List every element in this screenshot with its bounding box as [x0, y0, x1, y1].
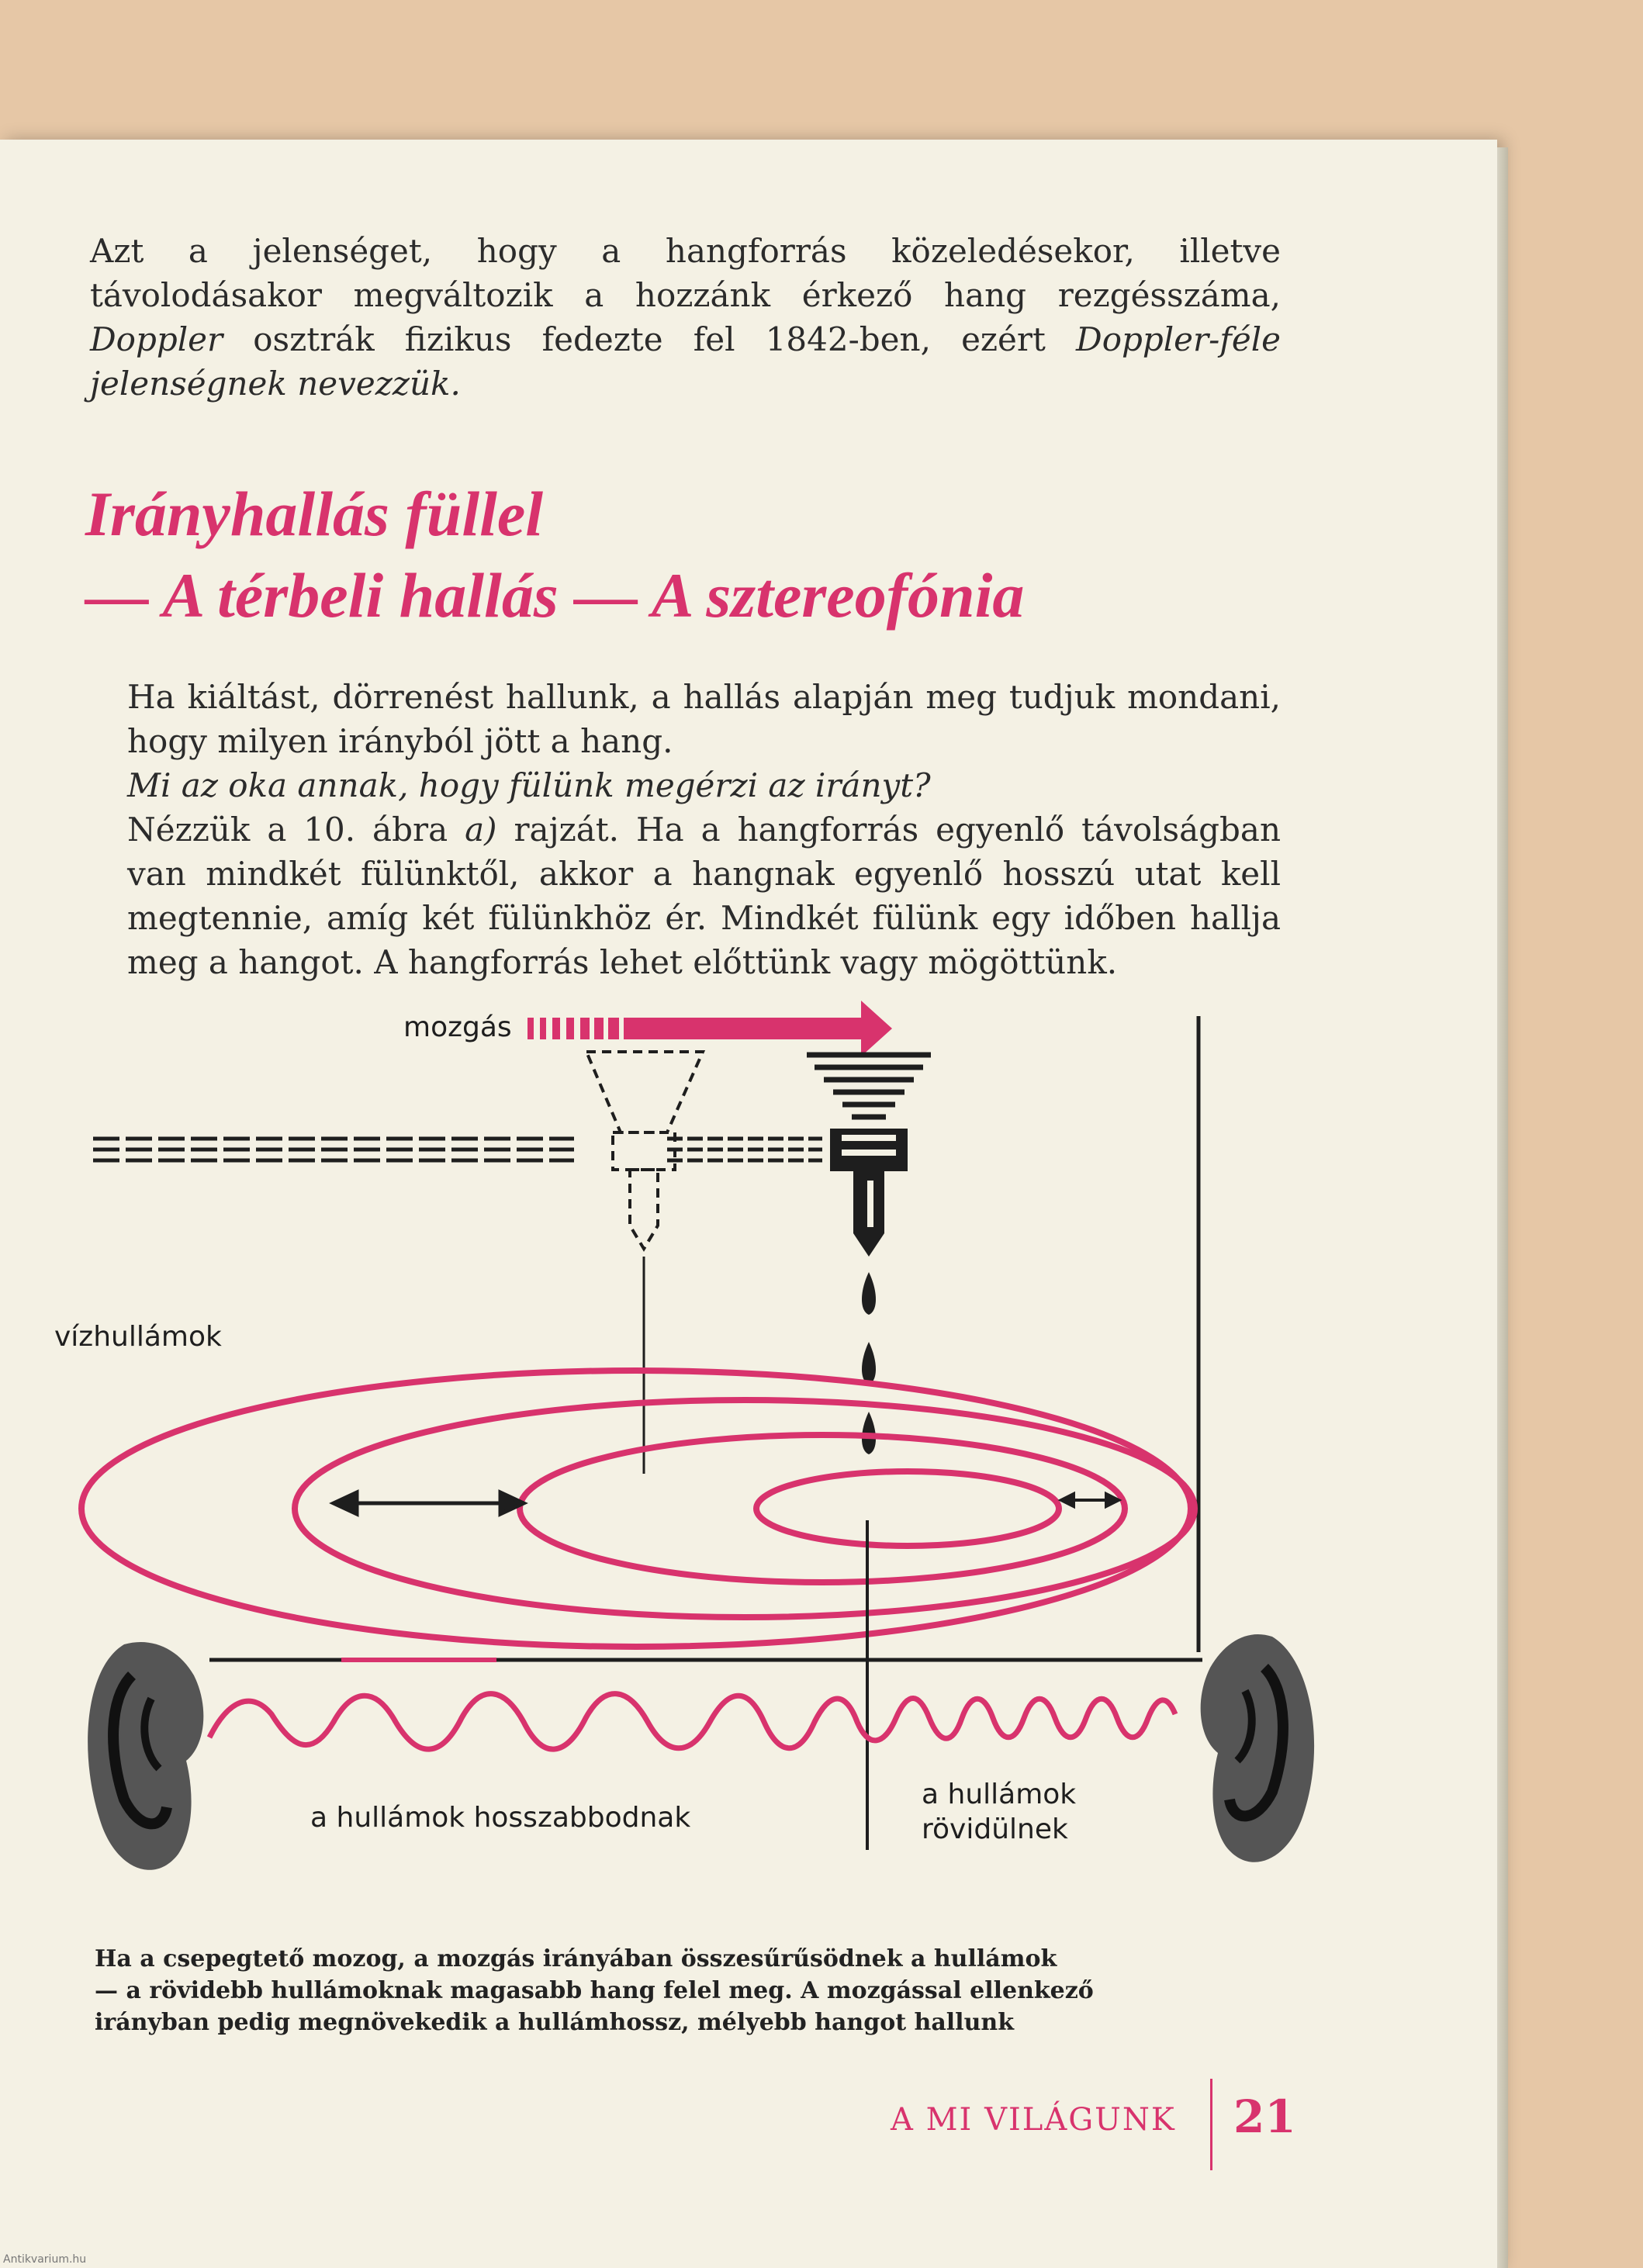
doppler-figure: [54, 977, 1319, 1893]
motion-arrow: [527, 1001, 892, 1056]
intro-italic-2: Doppler-féle jelenségnek nevezzük.: [90, 320, 1281, 403]
track-rod: [93, 1139, 822, 1160]
section-title-line2: — A térbeli hallás — A sztereofónia: [85, 560, 1025, 631]
label-motion: mozgás: [403, 1011, 512, 1043]
body-para2-a: Nézzük a 10. ábra: [127, 811, 465, 849]
intro-italic-1: Doppler: [90, 320, 223, 358]
dropper-current-position: [807, 1055, 931, 1257]
body-question: Mi az oka annak, hogy fülünk megérzi az irányt?: [127, 766, 931, 804]
wavelength-arrow-short: [1061, 1494, 1119, 1506]
caption-line-3: irányban pedig megnövekedik a hullámhossz, mélyebb hangot hallunk: [95, 2009, 1014, 2036]
water-wave-rings: [81, 1371, 1195, 1647]
label-waves-shorter-1: a hullámok: [922, 1779, 1077, 1810]
body-paragraph-1: Ha kiáltást, dörrenést hallunk, a hallás alapján meg tudjuk mondani, hogy milyen irányból jött a hang.: [127, 678, 1281, 760]
body-para2-b: rajzát. Ha a hangforrás egyenlő távolságban van mindkét fülünktől, akkor a hangnak egyenlő hosszú utat kell megtennie, amíg két fülünkhöz ér. Mindkét fülünk egy időben hallja meg a hangot. A hangforrás lehet előttünk vagy mögöttünk.: [127, 811, 1281, 981]
footer-magazine-title: A MI VILÁGUNK: [891, 2102, 1176, 2138]
body-paragraph-2: [90, 807, 1281, 984]
water-drops: [862, 1272, 876, 1454]
body-para2-italic: a): [465, 811, 497, 849]
label-waves-shorter-2: rövidülnek: [922, 1813, 1068, 1845]
sound-wave: [209, 1694, 1175, 1749]
label-waves-longer: a hullámok hosszabbodnak: [310, 1802, 691, 1834]
figure-caption: [95, 1943, 1196, 2038]
left-ear-icon: [88, 1642, 203, 1870]
section-title-line1: Irányhallás füllel: [85, 479, 544, 549]
caption-line-2: — a rövidebb hullámoknak magasabb hang felel meg. A mozgással ellenkező: [95, 1977, 1094, 2004]
intro-text-1: Azt a jelenséget, hogy a hangforrás közeledésekor, illetve távolodásakor megváltozik a hozzánk érkező hang rezgésszáma,: [90, 232, 1281, 314]
page-edge: [1497, 147, 1508, 2268]
caption-line-1: Ha a csepegtető mozog, a mozgás irányában összesűrűsödnek a hullámok: [95, 1945, 1057, 1972]
section-title: [85, 473, 1024, 636]
watermark: Antikvarium.hu: [3, 2253, 87, 2266]
body-text: [90, 675, 1281, 984]
dropper-previous-position: [586, 1052, 703, 1249]
right-ear-icon: [1201, 1634, 1314, 1862]
intro-text-2: osztrák fizikus fedezte fel 1842-ben, ezért: [223, 320, 1077, 358]
wavelength-arrow-long: [334, 1492, 524, 1514]
intro-paragraph: [90, 229, 1281, 406]
footer-separator: [1210, 2079, 1212, 2170]
page-number: 21: [1233, 2090, 1296, 2143]
label-water-waves: vízhullámok: [54, 1321, 222, 1353]
